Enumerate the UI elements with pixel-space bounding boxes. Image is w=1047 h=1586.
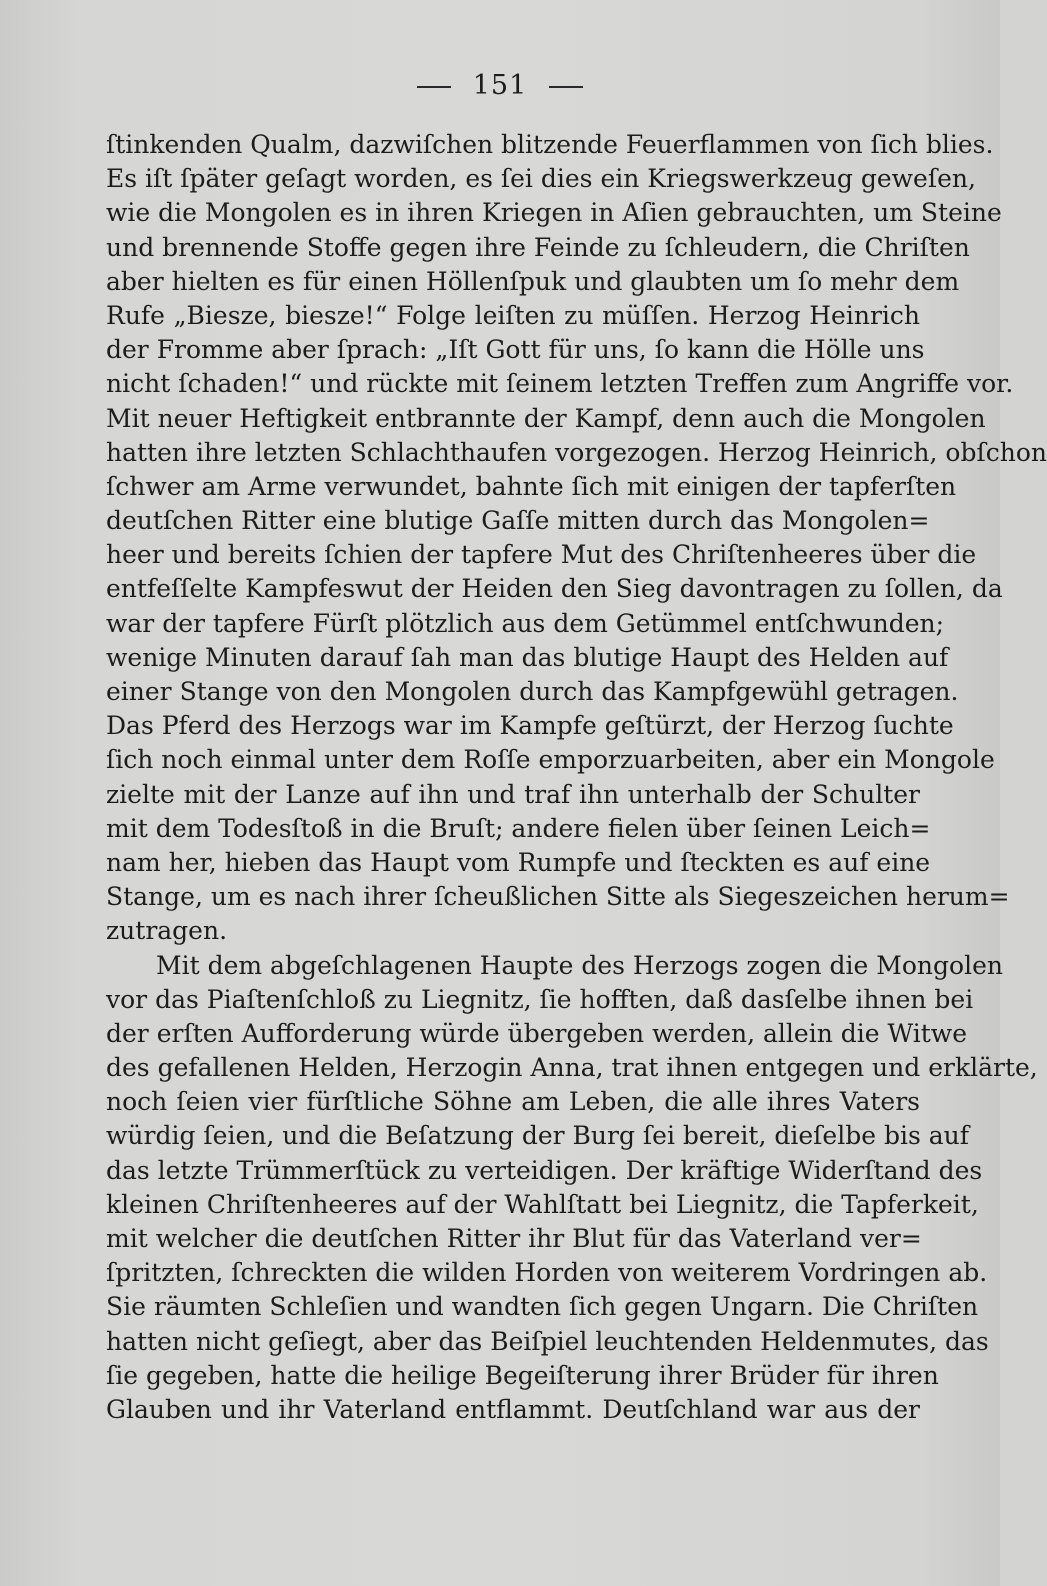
- text-line: das letzte Trümmerſtück zu verteidigen. Der kräftige Widerſtand des: [106, 1155, 983, 1185]
- text-line: wie die Mongolen es in ihren Kriegen in Aſien gebrauchten, um Steine: [106, 198, 1002, 228]
- text-line: Sie räumten Schleſien und wandten ſich gegen Ungarn. Die Chriſten: [106, 1292, 979, 1322]
- text-line: der erſten Aufforderung würde übergeben werden, allein die Witwe: [106, 1018, 967, 1048]
- left-dash: [417, 86, 451, 88]
- text-line: ſtinkenden Qualm, dazwiſchen blitzende Feuerflammen von ſich blies.: [106, 130, 994, 159]
- text-line: ſchwer am Arme verwundet, bahnte ſich mit einigen der tapferſten: [106, 471, 957, 501]
- text-line: Mit neuer Heftigkeit entbrannte der Kampf, denn auch die Mongolen: [106, 403, 986, 433]
- text-line: mit welcher die deutſchen Ritter ihr Blut für das Vaterland ver=: [106, 1224, 922, 1253]
- text-line: des gefallenen Helden, Herzogin Anna, trat ihnen entgegen und erklärte,: [106, 1053, 1038, 1083]
- text-line: nicht ſchaden!“ und rückte mit ſeinem letzten Treffen zum Angriffe vor.: [106, 369, 1014, 399]
- text-line: entfeſſelte Kampfeswut der Heiden den Sieg davontragen zu ſollen, da: [106, 574, 1003, 604]
- text-line: aber hielten es für einen Höllenſpuk und glaubten um ſo mehr dem: [106, 266, 960, 296]
- text-line: war der tapfere Fürſt plötzlich aus dem Getümmel entſchwunden;: [106, 608, 945, 638]
- text-line: nam her, hieben das Haupt vom Rumpfe und ſteckten es auf eine: [106, 847, 931, 877]
- text-line: kleinen Chriſtenheeres auf der Wahlſtatt bei Liegnitz, die Tapferkeit,: [106, 1189, 979, 1219]
- text-line: ſie gegeben, hatte die heilige Begeiſterung ihrer Brüder für ihren: [106, 1360, 939, 1390]
- text-line: Es iſt ſpäter geſagt worden, es ſei dies ein Kriegswerkzeug geweſen,: [106, 164, 976, 194]
- text-line: Stange, um es nach ihrer ſcheußlichen Sitte als Siegeszeichen herum=: [106, 882, 1010, 912]
- text-line: noch ſeien vier fürſtliche Söhne am Leben, die alle ihres Vaters: [106, 1087, 920, 1117]
- text-line: vor das Piaſtenſchloß zu Liegnitz, ſie hofften, daß dasſelbe ihnen bei: [106, 984, 974, 1014]
- text-line: ſpritzten, ſchreckten die wilden Horden von weiterem Vordringen ab.: [106, 1258, 988, 1288]
- page-number-header: [0, 70, 1000, 101]
- body-text: [106, 128, 1047, 1427]
- text-line: würdig ſeien, und die Beſatzung der Burg ſei bereit, dieſelbe bis auf: [106, 1121, 969, 1151]
- text-line: hatten nicht geſiegt, aber das Beiſpiel leuchtenden Heldenmutes, das: [106, 1326, 989, 1356]
- text-line: einer Stange von den Mongolen durch das Kampfgewühl getragen.: [106, 677, 959, 706]
- text-line: heer und bereits ſchien der tapfere Mut des Chriſtenheeres über die: [106, 540, 977, 570]
- text-line: Das Pferd des Herzogs war im Kampfe geſtürzt, der Herzog ſuchte: [106, 711, 954, 741]
- text-line: deutſchen Ritter eine blutige Gaſſe mitten durch das Mongolen=: [106, 506, 930, 536]
- text-line: Mit dem abgeſchlagenen Haupte des Herzogs zogen die Mongolen: [156, 950, 1003, 980]
- page-number: 151: [472, 70, 528, 101]
- right-dash: [549, 86, 583, 88]
- text-line: Glauben und ihr Vaterland entflammt. Deutſchland war aus der: [106, 1394, 920, 1424]
- text-line: mit dem Todesſtoß in die Bruſt; andere fielen über ſeinen Leich=: [106, 813, 931, 843]
- text-line: wenige Minuten darauf ſah man das blutige Haupt des Helden auf: [106, 642, 949, 672]
- text-line: Rufe „Biesze, biesze!“ Folge leiſten zu müſſen. Herzog Heinrich: [106, 300, 920, 330]
- text-line: ſich noch einmal unter dem Roſſe emporzuarbeiten, aber ein Mongole: [106, 745, 995, 775]
- text-line: zutragen.: [106, 916, 228, 946]
- text-line: und brennende Stoffe gegen ihre Feinde zu ſchleudern, die Chriſten: [106, 232, 970, 262]
- text-line: der Fromme aber ſprach: „Iſt Gott für uns, ſo kann die Hölle uns: [106, 335, 925, 365]
- text-line: hatten ihre letzten Schlachthaufen vorgezogen. Herzog Heinrich, obſchon: [106, 437, 1047, 467]
- text-line: zielte mit der Lanze auf ihn und traf ihn unterhalb der Schulter: [106, 779, 920, 809]
